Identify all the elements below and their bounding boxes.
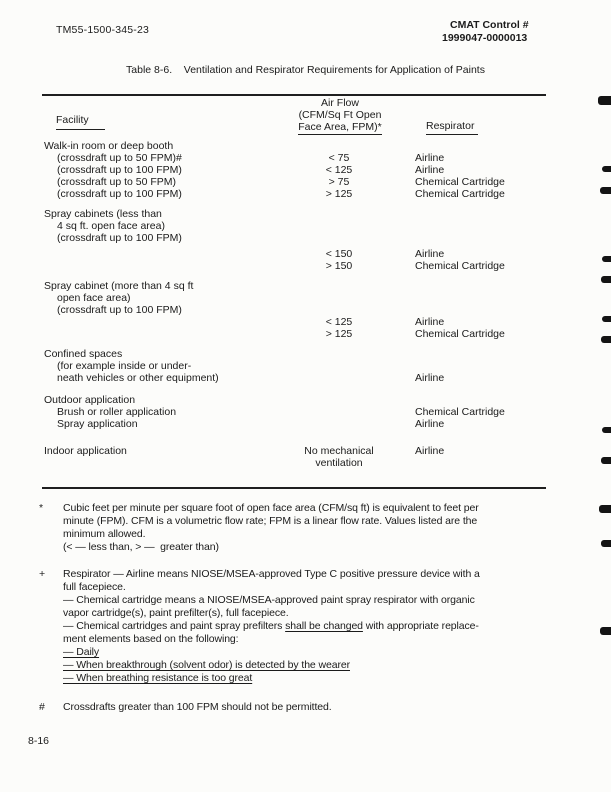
respirator-cell [399, 360, 546, 372]
table-row [44, 140, 546, 152]
facility-cell: 4 sq ft. open face area) [57, 220, 165, 232]
facility-cell [44, 328, 279, 340]
scan-artifact [601, 457, 611, 464]
table-row [44, 348, 546, 360]
control-number: 1999047-0000013 [442, 32, 528, 44]
table-row [44, 232, 546, 244]
footnote-hash-marker: # [39, 701, 45, 713]
table-row [44, 188, 546, 200]
scan-artifact [602, 166, 611, 172]
airflow-header-line3 [275, 121, 405, 135]
airflow-cell: ventilation [315, 457, 363, 469]
column-header-airflow [275, 97, 405, 135]
airflow-cell [279, 232, 399, 244]
table-row [44, 445, 546, 457]
footnote-line: — Daily [63, 646, 100, 658]
table-row [44, 260, 546, 272]
respirator-cell: Airline [415, 372, 445, 384]
respirator-cell [399, 292, 546, 304]
scan-artifact [599, 505, 611, 513]
respirator-cell [399, 394, 546, 406]
table-row [44, 164, 546, 176]
airflow-header-line1: Air Flow [321, 97, 359, 109]
scan-artifact [600, 187, 611, 194]
respirator-cell: Airline [415, 445, 445, 457]
facility-cell: (crossdraft up to 50 FPM)# [57, 152, 182, 164]
respirator-cell: Airline [415, 152, 445, 164]
table-row [44, 316, 546, 328]
airflow-cell [279, 304, 399, 316]
respirator-cell: Chemical Cartridge [415, 406, 505, 418]
table-row [44, 152, 546, 164]
facility-cell: neath vehicles or other equipment) [57, 372, 219, 384]
facility-cell [44, 248, 279, 260]
control-block [442, 19, 529, 45]
respirator-cell [399, 457, 546, 469]
airflow-cell: < 150 [325, 248, 353, 260]
footnote-plus-marker: + [39, 568, 46, 580]
facility-cell: (crossdraft up to 100 FPM) [57, 164, 182, 176]
footnote-line: ment elements based on the following: [63, 633, 239, 645]
airflow-cell: > 125 [325, 188, 353, 200]
table-row [44, 280, 546, 292]
airflow-cell: No mechanical [304, 445, 374, 457]
footnote-text-pre: — Chemical cartridges and paint spray prefilters [63, 620, 286, 632]
footnote-line: minute (FPM). CFM is a volumetric flow rate; FPM is a linear flow rate. Values listed are the [63, 515, 478, 527]
table-row [44, 304, 546, 316]
respirator-cell: Chemical Cartridge [415, 188, 505, 200]
airflow-cell: > 150 [325, 260, 353, 272]
column-header-respirator: Respirator [426, 120, 478, 135]
facility-cell: (crossdraft up to 50 FPM) [57, 176, 177, 188]
scan-artifact [602, 316, 611, 322]
respirator-cell [399, 348, 546, 360]
table-title: Table 8-6. Ventilation and Respirator Requirements for Application of Paints [126, 64, 485, 76]
table-row [44, 292, 546, 304]
respirator-cell: Chemical Cartridge [415, 176, 505, 188]
airflow-cell [279, 372, 399, 384]
facility-cell: Spray cabinets (less than [44, 208, 162, 220]
respirator-cell: Airline [415, 164, 445, 176]
airflow-cell [279, 280, 399, 292]
document-number: TM55-1500-345-23 [56, 24, 150, 36]
table-row [44, 220, 546, 232]
facility-cell: Confined spaces [44, 348, 123, 360]
airflow-cell [279, 394, 399, 406]
scan-artifact [598, 96, 611, 105]
scan-artifact [601, 336, 611, 343]
airflow-cell [279, 348, 399, 360]
footnote-asterisk-marker: * [39, 502, 44, 514]
footnote-line: Cubic feet per minute per square foot of open face area (CFM/sq ft) is equivalent to feet per [63, 502, 479, 514]
airflow-cell [279, 220, 399, 232]
airflow-cell [279, 140, 399, 152]
airflow-cell: < 125 [325, 316, 353, 328]
airflow-cell [279, 208, 399, 220]
airflow-header-underlined: Face Area, FPM)* [298, 121, 382, 133]
footnote-line: Crossdrafts greater than 100 FPM should not be permitted. [63, 701, 332, 713]
respirator-cell [399, 304, 546, 316]
footnote-line: minimum allowed. [63, 528, 146, 540]
airflow-cell [279, 292, 399, 304]
respirator-cell: Chemical Cartridge [415, 260, 505, 272]
respirator-cell [399, 232, 546, 244]
table-row [44, 418, 546, 430]
footnote-asterisk [63, 502, 549, 554]
table-top-rule [42, 94, 546, 96]
footnote-line: (< — less than, > — greater than) [63, 541, 219, 553]
airflow-cell [279, 406, 399, 418]
respirator-cell [399, 220, 546, 232]
facility-cell: Spray application [57, 418, 138, 430]
airflow-cell: < 125 [325, 164, 353, 176]
facility-cell: Brush or roller application [57, 406, 177, 418]
facility-cell: Outdoor application [44, 394, 136, 406]
scan-artifact [602, 427, 611, 433]
footnote-text-underlined: shall be changed [285, 620, 363, 632]
footnote-line: — Chemical cartridge means a NIOSE/MSEA-approved paint spray respirator with organic [63, 594, 475, 606]
column-header-facility: Facility [56, 114, 105, 130]
footnote-line: Respirator — Airline means NIOSE/MSEA-approved Type C positive pressure device with a [63, 568, 480, 580]
airflow-cell [279, 360, 399, 372]
respirator-cell: Chemical Cartridge [415, 328, 505, 340]
respirator-cell: Airline [415, 248, 445, 260]
table-row [44, 394, 546, 406]
control-label: CMAT Control # [450, 19, 529, 31]
footnote-text-post: with appropriate replace- [362, 620, 479, 632]
facility-cell [44, 260, 279, 272]
table-row [44, 457, 546, 469]
table-row [44, 360, 546, 372]
footnote-line: — When breakthrough (solvent odor) is detected by the wearer [63, 659, 350, 671]
table-row [44, 248, 546, 260]
facility-cell [44, 457, 279, 469]
footnote-line: vapor cartridge(s), paint prefilter(s), full facepiece. [63, 607, 289, 619]
facility-cell: Indoor application [44, 445, 127, 457]
airflow-cell: > 75 [328, 176, 350, 188]
table-row [44, 406, 546, 418]
facility-cell [44, 316, 279, 328]
airflow-header-line2: (CFM/Sq Ft Open [298, 109, 382, 121]
respirator-cell [399, 280, 546, 292]
page-number: 8-16 [28, 735, 50, 747]
respirator-cell: Airline [415, 316, 445, 328]
airflow-cell: > 125 [325, 328, 353, 340]
table-row [44, 208, 546, 220]
facility-cell: (for example inside or under- [57, 360, 192, 372]
footnote-line: — When breathing resistance is too great [63, 672, 253, 684]
facility-cell: (crossdraft up to 100 FPM) [57, 232, 182, 244]
respirator-cell [399, 208, 546, 220]
facility-cell: (crossdraft up to 100 FPM) [57, 304, 182, 316]
table-bottom-rule [42, 487, 546, 489]
facility-cell: open face area) [57, 292, 131, 304]
airflow-cell [279, 418, 399, 430]
facility-cell: (crossdraft up to 100 FPM) [57, 188, 182, 200]
table-row [44, 372, 546, 384]
airflow-cell: < 75 [328, 152, 350, 164]
footnote-line [63, 620, 549, 633]
table-body [44, 140, 546, 469]
scan-artifact [600, 627, 611, 635]
footnote-hash [63, 701, 549, 714]
scan-artifact [602, 256, 611, 262]
footnote-line: full facepiece. [63, 581, 126, 593]
scan-artifact [601, 540, 611, 547]
facility-cell: Walk-in room or deep booth [44, 140, 174, 152]
footnote-plus [63, 568, 549, 685]
respirator-cell: Airline [415, 418, 445, 430]
respirator-cell [399, 140, 546, 152]
scan-artifact [601, 276, 611, 283]
table-row [44, 176, 546, 188]
facility-cell: Spray cabinet (more than 4 sq ft [44, 280, 194, 292]
table-row [44, 328, 546, 340]
